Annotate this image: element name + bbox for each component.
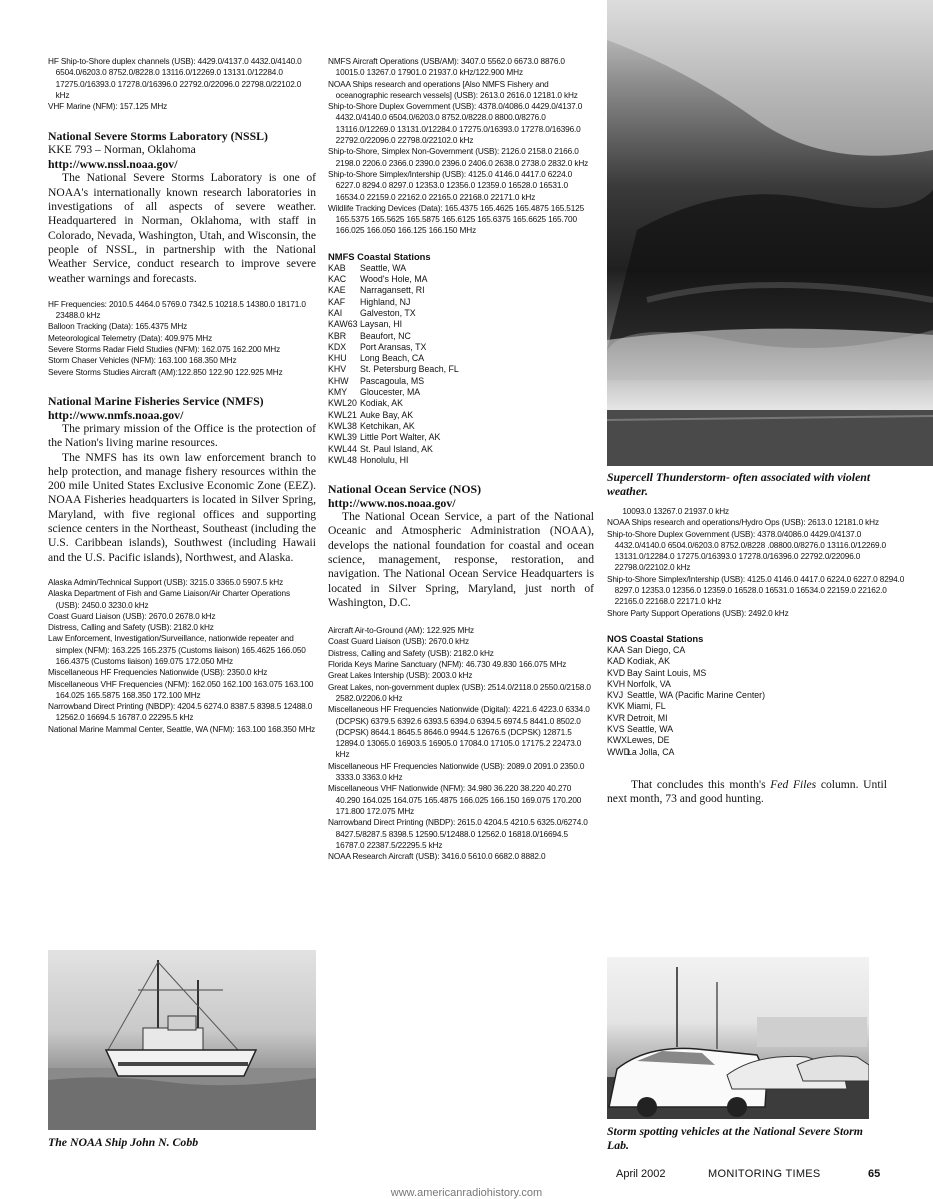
station-callsign: KAD: [607, 656, 626, 667]
column-2: [328, 56, 594, 862]
table-row: [328, 432, 594, 443]
table-row: [328, 308, 594, 319]
vehicles-photo: [607, 957, 869, 1119]
table-row: [328, 331, 594, 342]
freq-entry: Distress, Calling and Safety (USB): 2182.0 kHz: [48, 622, 214, 633]
ship-photo: [48, 950, 316, 1130]
table-row: [328, 274, 594, 285]
freq-entry: VHF Marine (NFM): 157.125 MHz: [48, 101, 168, 112]
station-callsign: KWL48: [328, 454, 357, 465]
table-row: [328, 364, 594, 375]
nos-body: [328, 510, 594, 610]
freq-entry: Alaska Admin/Technical Support (USB): 3215.0 3365.0 5907.5 kHz: [48, 576, 284, 587]
footer-page-number: 65: [868, 1168, 881, 1180]
freq-entry: HF Ship-to-Shore duplex channels (USB): 4429.0/4137.0 4432.0/4140.0 6504.0/6203.0 8752.0/8228.0 13116.0/12269.0 13131.0/12284.0 17275.0/16393.0 17278.0/16396.0 22792.0/22096.0 22798.0/22102.0 kHz: [48, 56, 302, 100]
station-callsign: KAI: [328, 307, 343, 318]
station-callsign: KAC: [328, 274, 347, 285]
station-location: Miami, FL: [627, 701, 666, 712]
station-callsign: KMY: [328, 387, 348, 398]
storm-illustration: [607, 0, 933, 466]
freq-entry: Distress, Calling and Safety (USB): 2182.0 kHz: [328, 647, 494, 658]
freq-entry: Balloon Tracking (Data): 165.4375 MHz: [48, 321, 188, 332]
freq-entry: Aircraft Air-to-Ground (AM): 122.925 MHz: [328, 625, 474, 636]
nos-paragraph: The National Ocean Service, a part of the National Oceanic and Atmospheric Administration (NOAA), develops the national foundation for coastal and ocean science, management, response, restoration, and navigation. The National Ocean Service Headquarters is located in Silver Spring, Maryland, just north of Washington, D.C.: [328, 510, 594, 609]
freq-entry: Meteorological Telemetry (Data): 409.975 MHz: [48, 332, 213, 343]
station-location: Honolulu, HI: [360, 454, 409, 465]
station-callsign: KAW63: [328, 319, 358, 330]
freq-entry: Severe Storms Radar Field Studies (NFM): 162.075 162.200 MHz: [48, 344, 281, 355]
station-callsign: KVH: [607, 678, 626, 689]
table-row: [607, 724, 933, 735]
station-callsign: KAF: [328, 296, 346, 307]
station-location: Auke Bay, AK: [360, 409, 414, 420]
nmfs-heading: National Marine Fisheries Service (NMFS): [48, 393, 264, 408]
conclusion-paragraph: [607, 778, 887, 807]
nos-stations-table: [607, 645, 933, 758]
freq-list-hf-shore: [48, 56, 316, 112]
freq-entry: NMFS Aircraft Operations (USB/AM): 3407.0 5562.0 6673.0 8876.0 10015.0 13267.0 17901.0 21937.0 kHz/122.900 MHz: [328, 56, 565, 78]
footer-magazine: MONITORING TIMES: [708, 1168, 821, 1180]
freq-list-top: [328, 56, 594, 237]
station-location: Seattle, WA (Pacific Marine Center): [627, 690, 766, 701]
station-location: Lewes, DE: [627, 735, 670, 746]
station-callsign: KVD: [607, 667, 626, 678]
table-row: [607, 656, 933, 667]
freq-entry: Great Lakes, non-government duplex (USB): 2514.0/2118.0 2550.0/2158.0 2582.0/2206.0 kHz: [328, 681, 591, 703]
col3-freq-list: [607, 506, 910, 619]
station-callsign: KAB: [328, 262, 346, 273]
table-row: [328, 285, 594, 296]
vehicles-caption: Storm spotting vehicles at the National Severe Storm Lab.: [607, 1124, 863, 1152]
station-location: Detroit, MI: [627, 712, 668, 723]
freq-entry: Great Lakes Intership (USB): 2003.0 kHz: [328, 670, 473, 681]
table-row: [328, 455, 594, 466]
table-row: [328, 353, 594, 364]
table-row: [607, 668, 933, 679]
freq-entry: NOAA Research Aircraft (USB): 3416.0 5610.0 6682.0 8882.0: [328, 851, 546, 862]
table-row: [328, 319, 594, 330]
column-3: [607, 470, 933, 807]
table-row: [328, 297, 594, 308]
station-location: Wood's Hole, MA: [360, 274, 428, 285]
station-location: Kodiak, AK: [627, 656, 671, 667]
station-callsign: WWD: [607, 746, 630, 757]
station-location: Little Port Walter, AK: [360, 432, 441, 443]
freq-entry: Ship-to-Shore, Simplex Non-Government (USB): 2126.0 2158.0 2166.0 2198.0 2206.0 2366.0 2390.0 2396.0 2406.0 2638.0 2738.0 2832.0 kHz: [328, 146, 589, 168]
freq-entry: HF Frequencies: 2010.5 4464.0 5769.0 7342.5 10218.5 14380.0 18171.0 23488.0 kHz: [48, 298, 306, 321]
station-location: St. Petersburg Beach, FL: [360, 364, 459, 375]
station-callsign: KWL44: [328, 443, 357, 454]
station-location: Highland, NJ: [360, 296, 411, 307]
footer-date: April 2002: [616, 1168, 666, 1180]
station-location: Kodiak, AK: [360, 398, 404, 409]
nmfs-body: [48, 422, 316, 565]
station-callsign: KVK: [607, 701, 625, 712]
table-row: [328, 376, 594, 387]
nssl-paragraph: The National Severe Storms Laboratory is one of NOAA's internationally known research laboratories in investigations of all aspects of severe weather. Headquartered in Norman, Oklahoma, with staff in Colorado, Nevada, Washington, Utah, and Wisconsin, the people of NSSL, in partnership with the National Weather Service, conduct research to improve severe weather warnings and forecasts.: [48, 171, 316, 285]
nssl-body: [48, 171, 316, 285]
freq-entry: National Marine Mammal Center, Seattle, WA (NFM): 163.100 168.350 MHz: [48, 723, 316, 734]
nmfs-paragraph-2: The NMFS has its own law enforcement branch to help protection, and manage fishery resources within the 200 mile United States Exclusive Economic Zone (EEZ). NOAA Fisheries headquarters is located in Silver Spring, Maryland, with five regional offices and supporting science centers in the Northeast, Southeast (including the U.S. Caribbean islands), Southwest (including Hawaii and the U.S. Pacific islands), Northwest, and Alaska.: [48, 450, 316, 564]
table-row: [328, 263, 594, 274]
table-row: [328, 398, 594, 409]
table-row: [607, 690, 933, 701]
nmfs-paragraph-1: The primary mission of the Office is the protection of the Nation's living marine resources.: [48, 421, 316, 450]
station-callsign: KWL39: [328, 432, 357, 443]
table-row: [607, 645, 933, 656]
station-callsign: KAE: [328, 285, 346, 296]
station-location: Gloucester, MA: [360, 387, 421, 398]
nmfs-stations-table: [328, 263, 594, 466]
table-row: [328, 410, 594, 421]
station-callsign: KHU: [328, 353, 347, 364]
station-location: Norfolk, VA: [627, 678, 671, 689]
station-location: Port Aransas, TX: [360, 341, 427, 352]
table-row: [607, 713, 933, 724]
table-row: [607, 701, 933, 712]
station-callsign: KVS: [607, 724, 625, 735]
table-row: [607, 747, 933, 758]
freq-entry: Miscellaneous HF Frequencies Nationwide (Digital): 4221.6 4223.0 6334.0 (DCPSK) 6379.5 6392.6 6393.5 6394.0 6394.5 6974.5 8441.0 8502.0 (DCPSK) 8644.1 8645.5 8646.0 9944.5 12676.5 (DCPSK) 12871.5 12894.0 13065.0 16903.5 16905.0 17084.0 17105.0 17175.2 22473.0 kHz: [328, 704, 590, 760]
freq-entry: Law Enforcement, Investigation/Surveillance, nationwide repeater and simplex (NFM): 163.225 165.2375 (Customs liaison) 165.4625 166.050 166.4375 (Customs liaison) 169.075 172.050 MHz: [48, 633, 306, 666]
watermark: www.americanradiohistory.com: [390, 1187, 543, 1199]
vehicles-illustration: [607, 957, 869, 1119]
ship-illustration: [48, 950, 316, 1130]
freq-entry: Shore Party Support Operations (USB): 2492.0 kHz: [607, 607, 789, 618]
station-callsign: KHW: [328, 375, 349, 386]
station-location: Beaufort, NC: [360, 330, 411, 341]
freq-entry: Florida Keys Marine Sanctuary (NFM): 46.730 49.830 166.075 MHz: [328, 659, 567, 670]
station-location: Narragansett, RI: [360, 285, 425, 296]
conclusion-post: column. Until next month, 73 and good hunting.: [607, 777, 888, 806]
freq-entry: 10093.0 13267.0 21937.0 kHz: [622, 506, 730, 516]
station-callsign: KAA: [607, 644, 625, 655]
freq-entry: Ship-to-Shore Duplex Government (USB): 4378.0/4086.0 4429.0/4137.0 4432.0/4140.0 6504.0/6203.0 8752.0/8228.0 8800.0/8276.0 13116.0/12269.0 13131.0/12284.0 17275.0/16393.0 17278.0/16396.0 22792.0/22096.0 22798.0/22102.0 kHz: [328, 101, 583, 146]
freq-entry: Miscellaneous HF Frequencies Nationwide (USB): 2089.0 2091.0 2350.0 3333.0 3363.0 kHz: [328, 760, 585, 783]
table-row: [607, 735, 933, 746]
freq-entry: Ship-to-Shore Simplex/Intership (USB): 4125.0 4146.0 4417.0 6224.0 6227.0 8294.0 8297.0 12353.0 12356.0 12359.0 16528.0 16531.0 16534.0 22159.0 22162.0 22165.0 22168.0 22171.0 kHz: [607, 573, 905, 607]
nos-heading: National Ocean Service (NOS): [328, 482, 482, 497]
station-location: Long Beach, CA: [360, 353, 425, 364]
station-location: Galveston, TX: [360, 307, 416, 318]
freq-entry: NOAA Ships research and operations [Also NMFS Fishery and oceanographic research vessels] (USB): 2613.0 2616.0 12181.0 kHz: [328, 78, 578, 100]
nmfs-freq-list: [48, 577, 316, 735]
nmfs-url[interactable]: http://www.nmfs.noaa.gov/: [48, 407, 184, 422]
freq-entry: Storm Chaser Vehicles (NFM): 163.100 168.350 MHz: [48, 355, 237, 366]
station-callsign: KWL20: [328, 398, 357, 409]
station-callsign: KWL21: [328, 409, 357, 420]
freq-entry: Severe Storms Studies Aircraft (AM):122.850 122.90 122.925 MHz: [48, 366, 283, 377]
station-callsign: KVJ: [607, 690, 624, 701]
supercell-caption: Supercell Thunderstorm- often associated with violent weather.: [607, 470, 871, 498]
ship-caption: The NOAA Ship John N. Cobb: [48, 1135, 199, 1149]
station-callsign: KDX: [328, 341, 347, 352]
station-callsign: KBR: [328, 330, 347, 341]
nssl-url[interactable]: http://www.nssl.noaa.gov/: [48, 157, 178, 172]
freq-entry: Narrowband Direct Printing (NBDP): 2615.0 4204.5 4210.5 6325.0/6274.0 8427.5/8287.5 8398.5 12590.5/12488.0 12562.0 16818.0/16694.5 16787.0 22387.5/22295.5 kHz: [328, 817, 588, 850]
freq-entry: Alaska Department of Fish and Game Liaison/Air Charter Operations (USB): 2450.0 3230.0 kHz: [48, 588, 290, 610]
station-callsign: KVR: [607, 712, 626, 723]
nos-url[interactable]: http://www.nos.noaa.gov/: [328, 496, 456, 511]
station-location: Seattle, WA: [360, 262, 407, 273]
table-row: [607, 679, 933, 690]
freq-entry: Ship-to-Shore Duplex Government (USB): 4378.0/4086.0 4429.0/4137.0 4432.0/4140.0 6504.0/6203.0 8752.0/8228 .08800.0/8276.0 13116.0/12269.0 13131.0/12284.0 17275.0/16393.0 17278.0/16396.0 22792.0/22096.0 22798.0/22102.0 kHz: [607, 528, 886, 573]
freq-entry: Miscellaneous VHF Nationwide (NFM): 34.980 36.220 38.220 40.270 40.290 164.025 164.075 165.4875 166.025 166.150 169.075 170.200 171.800 172.075 MHz: [328, 783, 582, 816]
freq-entry: Wildlife Tracking Devices (Data): 165.4375 165.4625 165.4875 165.5125 165.5375 165.5625 165.5875 165.6125 165.6375 165.6625 165.700 166.025 166.050 166.125 166.150 MHz: [328, 202, 585, 236]
table-row: [328, 342, 594, 353]
freq-entry: Coast Guard Liaison (USB): 2670.0 kHz: [328, 636, 469, 647]
freq-entry: Coast Guard Liaison (USB): 2670.0 2678.0 kHz: [48, 610, 216, 621]
station-location: Laysan, HI: [360, 319, 403, 330]
station-location: Bay Saint Louis, MS: [627, 667, 707, 678]
station-location: San Diego, CA: [627, 644, 686, 655]
station-callsign: KWL38: [328, 420, 357, 431]
conclusion-pre: That concludes this month's: [631, 777, 771, 791]
freq-entry: Ship-to-Shore Simplex/Intership (USB): 4125.0 4146.0 4417.0 6224.0 6227.0 8294.0 8297.0 12353.0 12356.0 12359.0 16528.0 16531.0 16534.0 22159.0 22162.0 22165.0 22168.0 22171.0 kHz: [328, 168, 573, 202]
nssl-freq-list: [48, 299, 316, 378]
freq-entry: Narrowband Direct Printing (NBDP): 4204.5 6274.0 8387.5 8398.5 12488.0 12562.0 16694.5 16787.0 22295.5 kHz: [48, 701, 313, 723]
station-location: Pascagoula, MS: [360, 375, 425, 386]
station-location: St. Paul Island, AK: [360, 443, 433, 454]
freq-entry: Miscellaneous HF Frequencies Nationwide (USB): 2350.0 kHz: [48, 667, 268, 678]
table-row: [328, 387, 594, 398]
station-location: Seattle, WA: [627, 724, 674, 735]
table-row: [328, 444, 594, 455]
freq-entry: NOAA Ships research and operations/Hydro Ops (USB): 2613.0 12181.0 kHz: [607, 517, 879, 528]
nssl-heading: National Severe Storms Laboratory (NSSL): [48, 129, 268, 144]
station-callsign: KWX: [607, 735, 628, 746]
station-location: Ketchikan, AK: [360, 420, 415, 431]
nos-stations-heading: NOS Coastal Stations: [607, 632, 704, 644]
freq-entry: Miscellaneous VHF Frequencies (NFM): 162.050 162.100 163.075 163.100 164.025 165.5875 168.350 172.100 MHz: [48, 678, 314, 700]
nmfs-stations-heading: NMFS Coastal Stations: [328, 250, 431, 262]
station-location: La Jolla, CA: [627, 746, 675, 757]
conclusion: [607, 778, 887, 807]
nos-freq-list: [328, 625, 594, 862]
supercell-photo: [607, 0, 933, 466]
column-1: [48, 56, 316, 735]
nssl-callsign: KKE 793 – Norman, Oklahoma: [48, 143, 196, 157]
table-row: [328, 421, 594, 432]
column-name: Fed Files: [770, 777, 817, 791]
station-callsign: KHV: [328, 364, 347, 375]
